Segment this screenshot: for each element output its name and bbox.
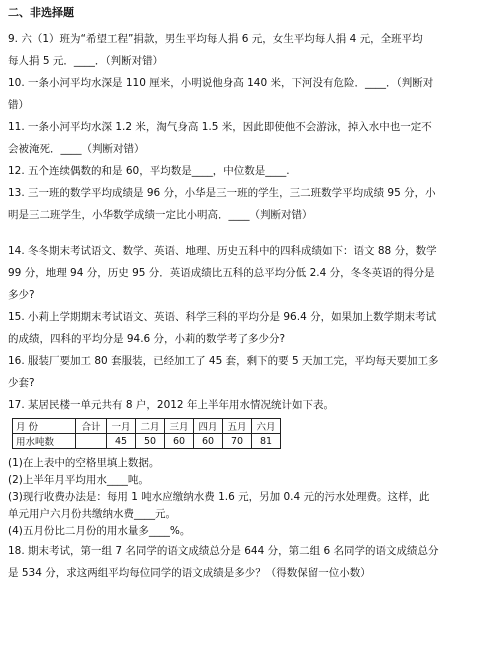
question-11: [8, 116, 476, 160]
question-14: [8, 240, 476, 306]
question-line: 17. 某居民楼一单元共有 8 户，2012 年上半年用水情况统计如下表。: [8, 399, 334, 411]
question-line: 16. 服装厂要加工 80 套服装，已经加工了 45 套，剩下的要 5 天加工完，平均每天要加工多: [8, 355, 439, 367]
question-line: 明是三二班学生，小华数学成绩一定比小明高．____（判断对错）: [8, 209, 313, 221]
table-cell: 一月: [107, 419, 136, 434]
table-cell: 合计: [76, 419, 107, 434]
question-line: 9. 六（1）班为“希望工程”捐款，男生平均每人捐 6 元，女生平均每人捐 4 元，全班平均: [8, 33, 423, 45]
table-header-row: [13, 419, 281, 434]
sub-question: (3)现行收费办法是：每用 1 吨水应缴纳水费 1.6 元，另加 0.4 元的污水处理费。这样，此: [8, 491, 430, 503]
section-title: 二、非选择题: [8, 6, 74, 19]
question-line: 12. 五个连续偶数的和是 60，平均数是____，中位数是____.: [8, 165, 290, 177]
question-line: 错）: [8, 99, 29, 111]
question-10: [8, 72, 476, 116]
sub-question: 单元用户六月份共缴纳水费____元。: [8, 508, 176, 520]
table-cell: 月 份: [13, 419, 76, 434]
question-16: [8, 350, 476, 394]
question-line: 11. 一条小河平均水深 1.2 米，淘气身高 1.5 米，因此即使他不会游泳，掉入水中也一定不: [8, 121, 432, 133]
question-line: 少套?: [8, 377, 35, 389]
table-cell: 四月: [194, 419, 223, 434]
question-line: 99 分，地理 94 分，历史 95 分．英语成绩比五科的总平均分低 2.4 分，冬冬英语的得分是: [8, 267, 435, 279]
table-cell: 三月: [165, 419, 194, 434]
table-cell: 70: [223, 434, 252, 449]
question-line: 18. 期末考试，第一组 7 名同学的语文成绩总分是 644 分，第二组 6 名同学的语文成绩总分: [8, 545, 439, 557]
question-17: [8, 394, 476, 540]
sub-question: (2)上半年月平均用水____吨。: [8, 474, 149, 486]
sub-question: (4)五月份比二月份的用水量多____%。: [8, 525, 191, 537]
question-12: [8, 160, 476, 182]
question-line: 14. 冬冬期末考试语文、数学、英语、地理、历史五科中的四科成绩如下：语文 88 分，数学: [8, 245, 437, 257]
question-line: 多少?: [8, 289, 35, 301]
table-row: [13, 434, 281, 449]
question-9: [8, 28, 476, 72]
question-line: 每人捐 5 元．____．（判断对错）: [8, 55, 164, 67]
question-15: [8, 306, 476, 350]
table-cell: 45: [107, 434, 136, 449]
spacer: [8, 226, 476, 240]
question-line: 15. 小莉上学期期末考试语文、英语、科学三科的平均分是 96.4 分，如果加上数学期末考试: [8, 311, 437, 323]
table-cell: 五月: [223, 419, 252, 434]
question-13: [8, 182, 476, 226]
table-cell-blank: [76, 434, 107, 449]
question-18: [8, 540, 476, 584]
table-cell: 81: [252, 434, 281, 449]
sub-question: (1)在上表中的空格里填上数据。: [8, 457, 160, 469]
question-line: 会被淹死．____（判断对错）: [8, 143, 145, 155]
question-line: 的成绩，四科的平均分是 94.6 分，小莉的数学考了多少分?: [8, 333, 286, 345]
question-line: 是 534 分，求这两组平均每位同学的语文成绩是多少？（得数保留一位小数）: [8, 567, 371, 579]
question-line: 13. 三一班的数学平均成绩是 96 分，小华是三一班的学生，三二班数学平均成绩 95 分，小: [8, 187, 436, 199]
table-cell: 60: [194, 434, 223, 449]
table-cell: 60: [165, 434, 194, 449]
table-cell: 50: [136, 434, 165, 449]
question-line: 10. 一条小河平均水深是 110 厘米，小明说他身高 140 米，下河没有危险．____．（判断对: [8, 77, 434, 89]
table-cell: 六月: [252, 419, 281, 434]
water-usage-table: [12, 418, 281, 449]
table-cell: 用水吨数: [13, 434, 76, 449]
table-cell: 二月: [136, 419, 165, 434]
